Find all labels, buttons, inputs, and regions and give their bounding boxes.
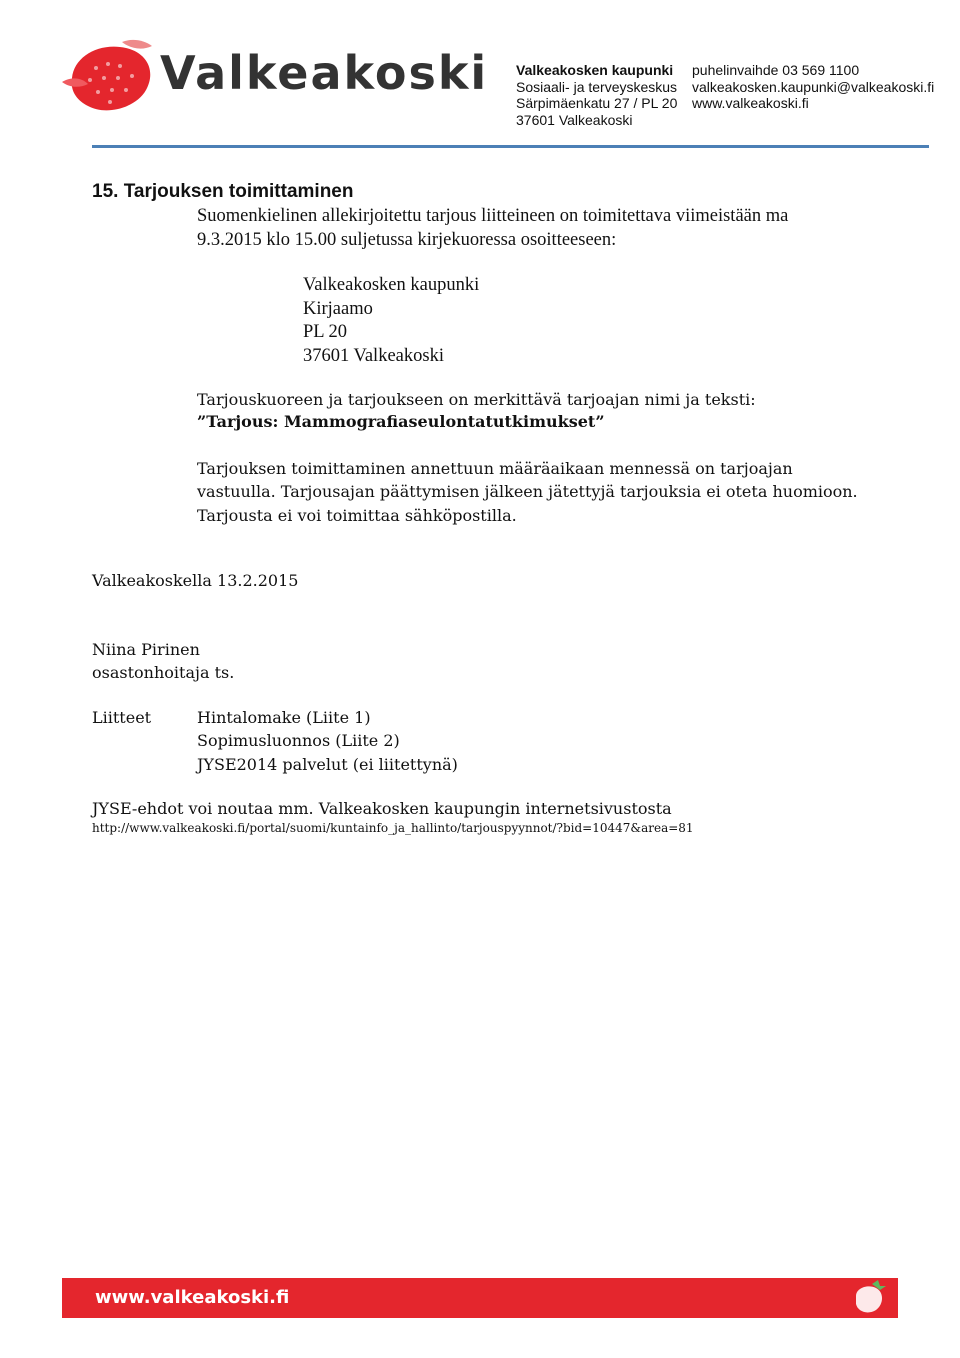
attachments-label: Liitteet [92,708,152,727]
address-line: 37601 Valkeakoski [303,345,444,366]
phone-number: puhelinvaihde 03 569 1100 [692,62,860,78]
jyse-url-link[interactable]: http://www.valkeakoski.fi/portal/suomi/kuntainfo_ja_hallinto/tarjouspyynnot/?bid=10447&area=81 [92,821,694,835]
delivery-line: vastuulla. Tarjousajan päättymisen jälkeen jätettyjä tarjouksia ei oteta huomioon. [197,482,858,502]
org-street: Särpimäenkatu 27 / PL 20 [516,95,678,111]
intro-line: Suomenkielinen allekirjoitettu tarjous liitteineen on toimitettava viimeistään ma [197,206,789,226]
footer-url: www.valkeakoski.fi [95,1287,290,1308]
delivery-line: Tarjouksen toimittaminen annettuun määräaikaan mennessä on tarjoajan [197,459,793,478]
attachment-item: JYSE2014 palvelut (ei liitettynä) [197,754,458,774]
jyse-note: JYSE-ehdot voi noutaa mm. Valkeakosken kaupungin internetsivustosta [92,799,672,818]
signer-name: Niina Pirinen [92,640,200,659]
attachments-list [197,706,458,776]
address-line: Valkeakosken kaupunki [303,275,480,295]
org-unit: Sosiaali- ja terveyskeskus [516,78,678,95]
marking-text: ”Tarjous: Mammografiaseulontatutkimukset” [197,412,605,431]
attachment-item: Sopimusluonnos (Liite 2) [197,731,400,751]
header-address-block [516,62,677,128]
address-line: Kirjaamo [303,298,373,319]
org-postal: 37601 Valkeakoski [516,111,633,128]
attachment-item: Hintalomake (Liite 1) [197,708,371,727]
place-date: Valkeakoskella 13.2.2015 [92,571,299,590]
address-line: PL 20 [303,322,348,342]
delivery-line: Tarjousta ei voi toimittaa sähköpostilla. [197,505,517,525]
signature-block [92,638,234,685]
strawberry-logo-icon [60,38,160,116]
delivery-terms [197,457,858,527]
section-intro [197,205,788,252]
signer-title: osastonhoitaja ts. [92,663,235,683]
marking-instruction: Tarjouskuoreen ja tarjoukseen on merkittävä tarjoajan nimi ja teksti: [197,390,756,409]
logo-wordmark: Valkeakoski [160,46,489,100]
delivery-address [303,274,479,368]
footer-banner [62,1278,898,1318]
intro-line: 9.3.2015 klo 15.00 suljetussa kirjekuoressa osoitteeseen: [197,229,617,250]
section-heading: 15. Tarjouksen toimittaminen [92,181,354,202]
strawberry-icon [848,1280,888,1316]
header-contact-block [692,62,934,112]
header-divider [92,145,929,148]
email-address: valkeakosken.kaupunki@valkeakoski.fi [692,78,935,95]
website-url: www.valkeakoski.fi [692,95,809,111]
org-name: Valkeakosken kaupunki [516,62,674,78]
